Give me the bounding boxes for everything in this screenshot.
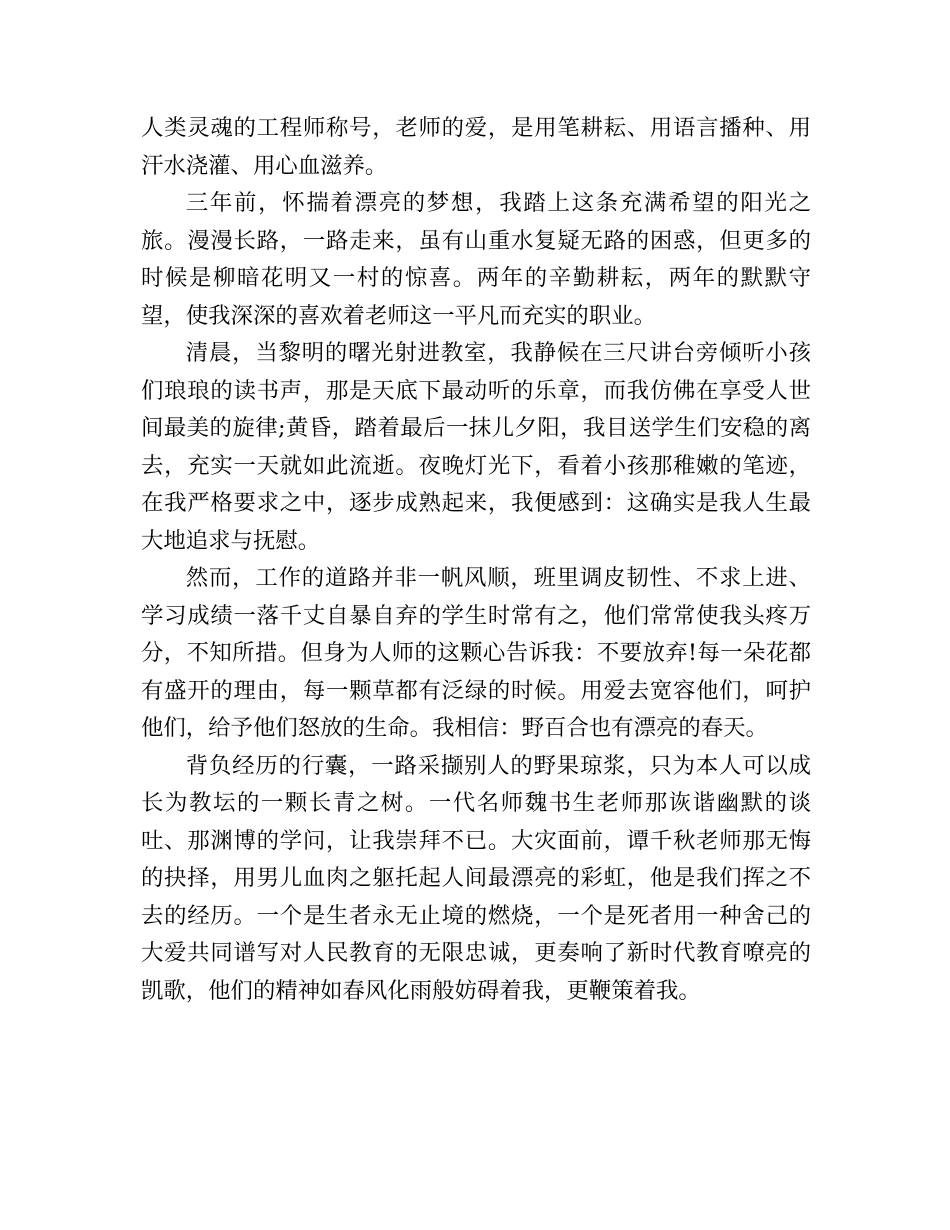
document-body (141, 110, 811, 1010)
paragraph-1: 人类灵魂的工程师称号，老师的爱，是用笔耕耘、用语言播种、用汗水浇灌、用心血滋养。 (141, 115, 811, 179)
paragraph-4: 然而，工作的道路并非一帆风顺，班里调皮韧性、不求上进、学习成绩一落千丈自暴自弃的学生时常有之，他们常常使我头疼万分，不知所措。但身为人师的这颗心告诉我：不要放弃!每一朵花都有盛开的理由，每一颗草都有泛绿的时候。用爱去宽容他们，呵护他们，给予他们怒放的生命。我相信：野百合也有漂亮的春天。 (141, 565, 811, 741)
paragraph-5: 背负经历的行囊，一路采撷别人的野果琼浆，只为本人可以成长为教坛的一颗长青之树。一代名师魏书生老师那诙谐幽默的谈吐、那渊博的学问，让我崇拜不已。大灾面前，谭千秋老师那无悔的抉择，用男儿血肉之躯托起人间最漂亮的彩虹，他是我们挥之不去的经历。一个是生者永无止境的燃烧，一个是死者用一种舍己的大爱共同谱写对人民教育的无限忠诚，更奏响了新时代教育嘹亮的凯歌，他们的精神如春风化雨般妨碍着我，更鞭策着我。 (141, 752, 811, 1004)
paragraph-3: 清晨，当黎明的曙光射进教室，我静候在三尺讲台旁倾听小孩们琅琅的读书声，那是天底下最动听的乐章，而我仿佛在享受人世间最美的旋律;黄昏，踏着最后一抹儿夕阳，我目送学生们安稳的离去，充实一天就如此流逝。夜晚灯光下，看着小孩那稚嫩的笔迹，在我严格要求之中，逐步成熟起来，我便感到：这确实是我人生最大地追求与抚慰。 (141, 340, 811, 554)
paragraph-2: 三年前，怀揣着漂亮的梦想，我踏上这条充满希望的阳光之旅。漫漫长路，一路走来，虽有山重水复疑无路的困惑，但更多的时候是柳暗花明又一村的惊喜。两年的辛勤耕耘，两年的默默守望，使我深深的喜欢着老师这一平凡而充实的职业。 (141, 190, 811, 329)
